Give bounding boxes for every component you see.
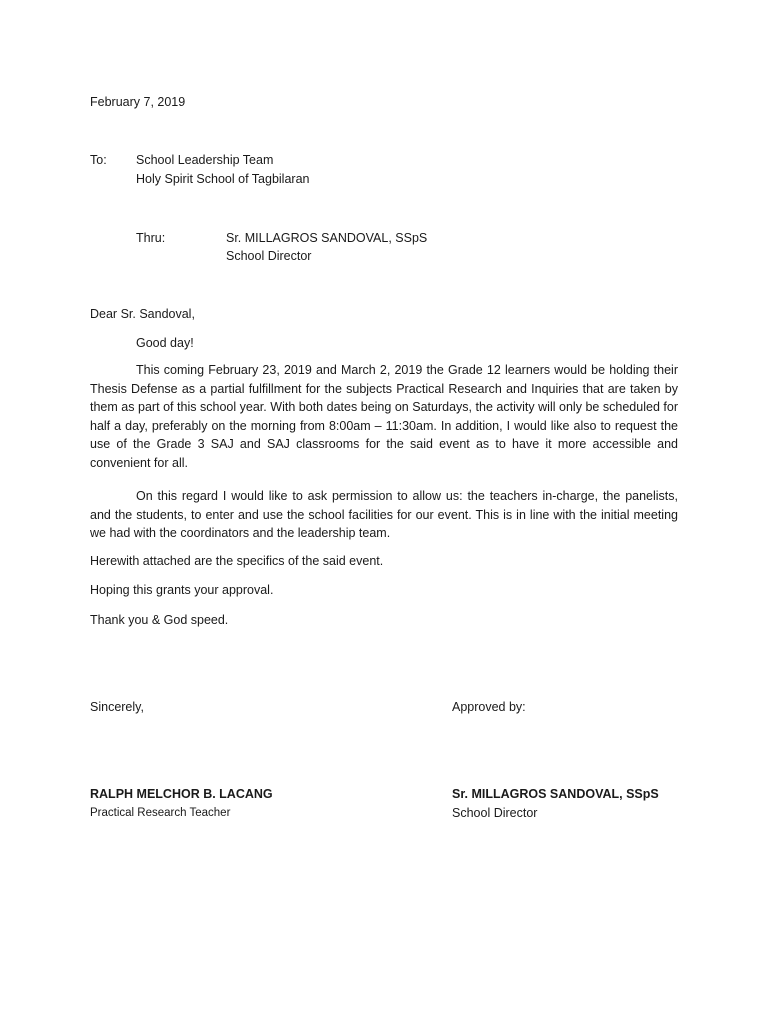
sender-name: RALPH MELCHOR B. LACANG xyxy=(90,787,273,801)
body-paragraph-1 xyxy=(90,361,678,473)
body-paragraph-2 xyxy=(90,487,678,543)
thru-label: Thru: xyxy=(136,231,166,245)
closing: Sincerely, xyxy=(90,700,144,714)
recipient-line-2: Holy Spirit School of Tagbilaran xyxy=(136,172,310,186)
approver-name: Sr. MILLAGROS SANDOVAL, SSpS xyxy=(452,787,659,801)
thanks-line: Thank you & God speed. xyxy=(90,613,229,627)
recipient-line-1: School Leadership Team xyxy=(136,153,274,167)
approver-title: School Director xyxy=(452,806,538,820)
letter-date: February 7, 2019 xyxy=(90,95,186,109)
hoping-line: Hoping this grants your approval. xyxy=(90,583,274,597)
sender-title: Practical Research Teacher xyxy=(90,807,231,819)
thru-name: Sr. MILLAGROS SANDOVAL, SSpS xyxy=(226,231,428,245)
body-paragraph-1-text: This coming February 23, 2019 and March 2, 2019 the Grade 12 learners would be holding their Thesis Defense as a partial fulfillment for the subjects Practical Research and Inquiries that are taken by them as part of this school year. With both dates being on Saturdays, the activity will only be scheduled for half a day, preferably on the morning from 8:00am – 11:30am. In addition, I would like also to request the use of the Grade 3 SAJ and SAJ classrooms for the said event as to have it more accessible and convenient for all. xyxy=(90,363,678,470)
to-label: To: xyxy=(90,153,107,167)
body-paragraph-2-text: On this regard I would like to ask permission to allow us: the teachers in-charge, the panelists, and the students, to enter and use the school facilities for our event. This is in line with the initial meeting we had with the coordinators and the leadership team. xyxy=(90,489,678,541)
approved-label: Approved by: xyxy=(452,700,526,714)
greeting: Good day! xyxy=(136,336,194,350)
salutation: Dear Sr. Sandoval, xyxy=(90,307,195,321)
thru-title: School Director xyxy=(226,249,312,263)
attachment-note: Herewith attached are the specifics of the said event. xyxy=(90,554,384,568)
